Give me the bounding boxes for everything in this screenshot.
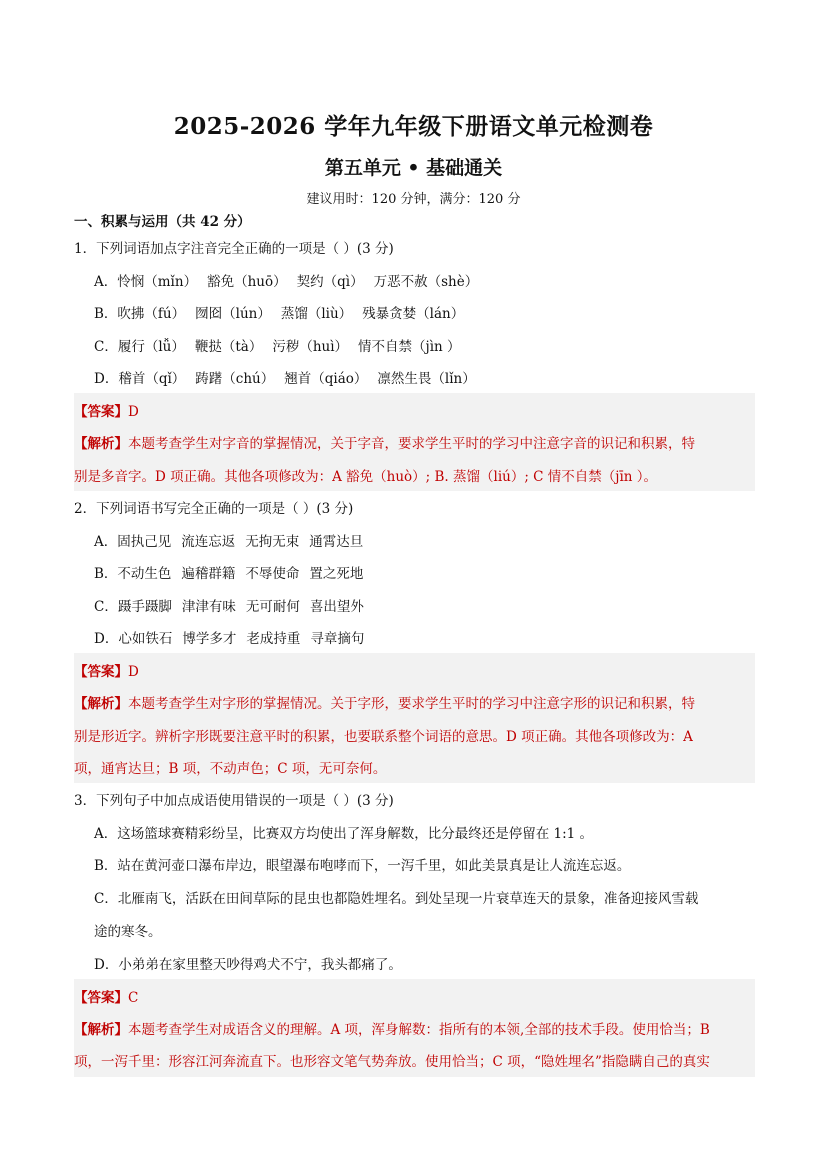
option-text: 无拘无束 [245,534,300,550]
question-2-option-b [94,562,373,582]
option-text: 踌躇（chú） [195,371,275,387]
option-text: 情不自禁（jìn ） [358,339,461,355]
analysis-2-line-3: 项，通宵达旦；B 项，不动声色；C 项，无可奈何。 [74,761,387,777]
question-3-stem: 3．下列句子中加点成语使用错误的一项是（ ）(3 分) [74,793,394,809]
option-text: 津津有味 [181,599,236,615]
page-subtitle: 第五单元 • 基础通关 [324,157,503,179]
option-text: 蒸馏（liù） [280,306,353,322]
analysis-tag: 【解析】 [74,1022,128,1038]
answer-tag: 【答案】 [74,404,128,420]
analysis-2-line-2: 别是形近字。辨析字形既要注意平时的积累，也要联系整个词语的意思。D 项正确。其他各项修改为：A [74,729,693,745]
option-text: 无可耐何 [245,599,300,615]
analysis-tag: 【解析】 [74,696,128,712]
question-3-option-c: C．北雁南飞，活跃在田间草际的昆虫也都隐姓埋名。到处呈现一片衰草连天的景象，准备迎接风雪载 [94,891,699,907]
exam-info: 建议用时：120 分钟，满分：120 分 [306,192,521,207]
analysis-text: 本题考查学生对成语含义的理解。A 项，浑身解数：指所有的本领,全部的技术手段。使用恰当；B [128,1022,710,1038]
option-text: C．蹑手蹑脚 [94,599,172,615]
option-text: 流连忘返 [181,534,236,550]
option-text: 寻章摘句 [310,631,365,647]
question-2-option-c [94,595,374,615]
analysis-2-line-1 [74,692,695,712]
option-text: 喜出望外 [309,599,364,615]
option-text: 遍稽群籍 [181,566,236,582]
option-text: 通霄达旦 [309,534,364,550]
option-text: 万恶不赦（shè） [373,274,479,290]
answer-2 [74,660,139,680]
question-3-option-b: B．站在黄河壶口瀑布岸边，眼望瀑布咆哮而下，一泻千里，如此美景真是让人流连忘返。 [94,858,631,874]
analysis-tag: 【解析】 [74,436,128,452]
option-text: 博学多才 [182,631,237,647]
option-text: B．吹拂（fú） [94,306,186,322]
question-2-stem: 2．下列词语书写完全正确的一项是（ ）(3 分) [74,501,354,517]
question-1-option-b [94,302,474,322]
option-text: 囫囵（lún） [195,306,271,322]
option-text: 老成持重 [246,631,301,647]
option-text: B．不动生色 [94,566,172,582]
option-text: 置之死地 [309,566,364,582]
answer-3 [74,986,138,1006]
question-1-option-a [94,270,488,290]
option-text: A．固执己见 [94,534,172,550]
option-text: D．心如铁石 [94,631,173,647]
question-1-option-c [94,335,471,355]
answer-tag: 【答案】 [74,664,128,680]
option-text: A．怜悯（mǐn） [94,274,198,290]
option-text: C．履行（lǚ） [94,339,185,355]
option-text: 豁免（huō） [207,274,287,290]
option-text: 污秽（huì） [272,339,349,355]
analysis-1-line-1 [74,432,695,452]
analysis-text: 本题考查学生对字形的掌握情况。关于字形，要求学生平时的学习中注意字形的识记和积累，特 [128,696,695,712]
page-title: 2025-2026 学年九年级下册语文单元检测卷 [173,113,654,140]
answer-value: D [128,664,139,680]
option-text: 凛然生畏（lǐn） [377,371,476,387]
question-2-option-d [94,627,374,647]
answer-value: D [128,404,139,420]
question-1-stem: 1．下列词语加点字注音完全正确的一项是（ ）(3 分) [74,241,394,257]
question-2-option-a [94,530,373,550]
question-3-option-a: A．这场篮球赛精彩纷呈，比赛双方均使出了浑身解数，比分最终还是停留在 1:1 。 [94,826,594,842]
question-3-option-d: D．小弟弟在家里整天吵得鸡犬不宁，我头都痛了。 [94,957,402,973]
option-text: 不辱使命 [245,566,300,582]
option-text: 鞭挞（tà） [194,339,263,355]
question-1-option-d [94,367,486,387]
option-text: 翘首（qiáo） [284,371,368,387]
analysis-1-line-2: 别是多音字。D 项正确。其他各项修改为：A 豁免（huò）; B. 蒸馏（liú）; C 情不自禁（jīn ）。 [74,469,658,485]
section-heading: 一、积累与运用（共 42 分） [74,214,251,230]
option-text: 契约（qì） [296,274,364,290]
answer-value: C [128,990,139,1006]
analysis-3-line-1 [74,1018,710,1038]
option-text: D．稽首（qǐ） [94,371,186,387]
analysis-3-line-2: 项，一泻千里：形容江河奔流直下。也形容文笔气势奔放。使用恰当；C 项，“隐姓埋名”指隐瞒自己的真实 [74,1054,710,1070]
answer-1 [74,400,139,420]
option-text: 残暴贪婪（lán） [362,306,465,322]
question-3-option-c-cont: 途的寒冬。 [94,924,162,940]
answer-tag: 【答案】 [74,990,128,1006]
analysis-text: 本题考查学生对字音的掌握情况，关于字音，要求学生平时的学习中注意字音的识记和积累，特 [128,436,695,452]
